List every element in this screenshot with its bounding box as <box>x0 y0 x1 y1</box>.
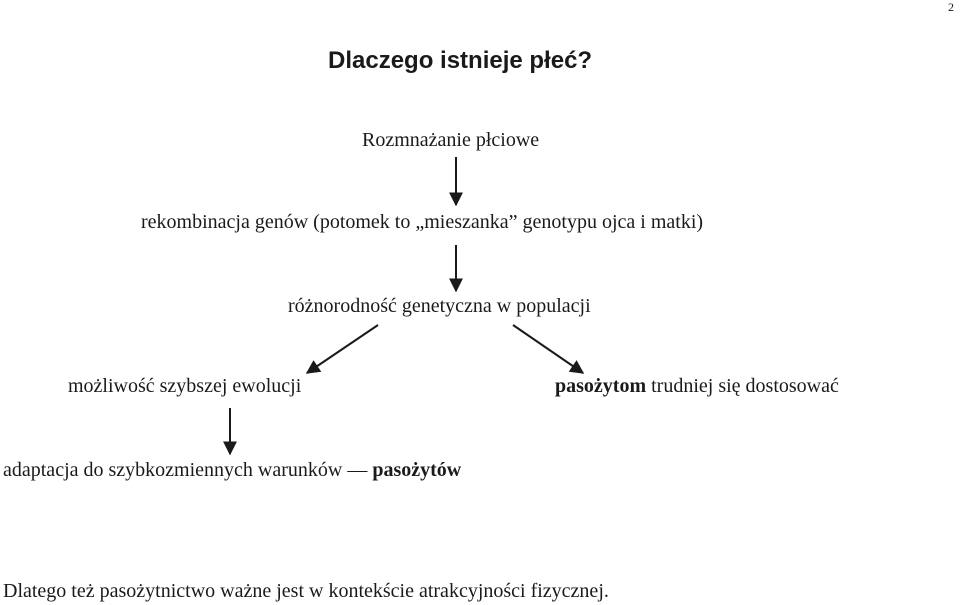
page-title: Dlaczego istnieje płeć? <box>328 47 593 74</box>
parasites-rest: trudniej się dostosować <box>646 375 839 397</box>
node-recombination: rekombinacja genów (potomek to „mieszanka” genotypu ojca i matki) <box>141 211 704 233</box>
node-sexual-reproduction: Rozmnażanie płciowe <box>362 129 540 151</box>
node-genetic-diversity: różnorodność genetyczna w populacji <box>288 295 591 317</box>
adaptation-text: adaptacja do szybkozmiennych warunków — <box>3 459 373 481</box>
page-number: 2 <box>948 0 954 14</box>
arrow-diversity-to-parasites <box>513 325 583 373</box>
arrow-diversity-to-evolution <box>307 325 378 373</box>
node-faster-evolution: możliwość szybszej ewolucji <box>68 375 302 397</box>
conclusion-text: Dlatego też pasożytnictwo ważne jest w kontekście atrakcyjności fizycznej. <box>3 580 609 602</box>
adaptation-bold: pasożytów <box>372 459 462 481</box>
parasites-bold: pasożytom <box>555 375 647 397</box>
